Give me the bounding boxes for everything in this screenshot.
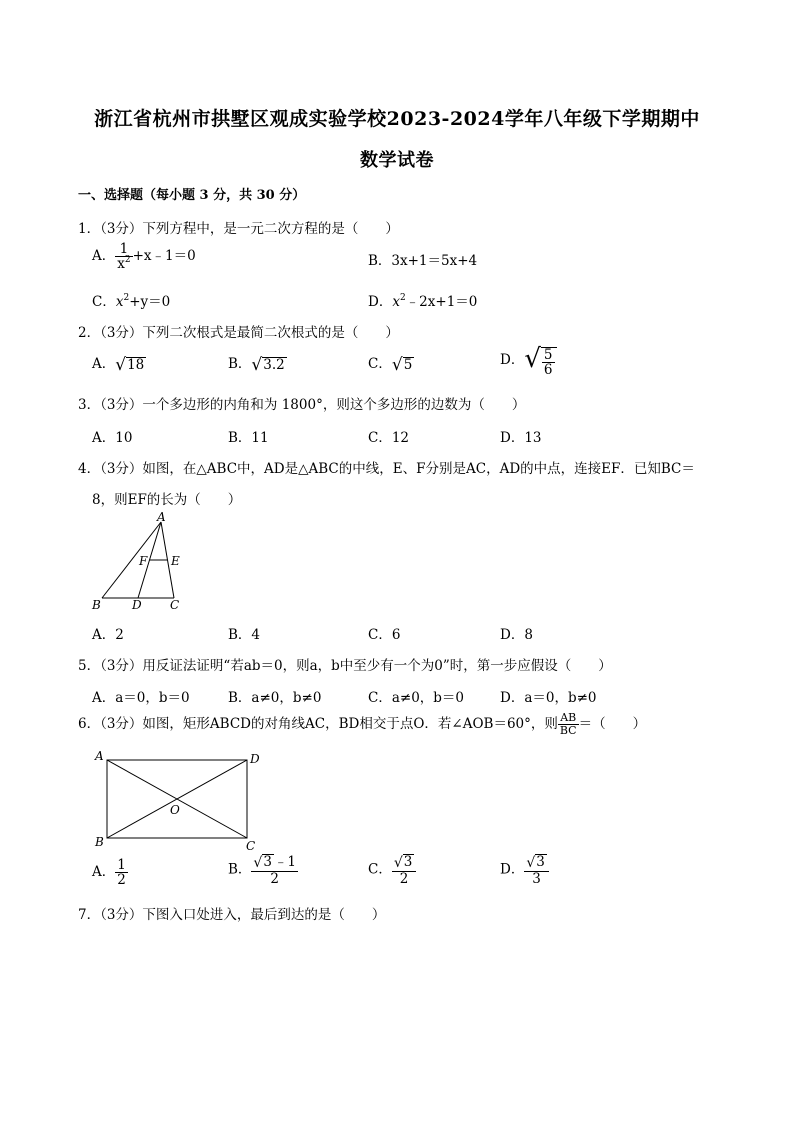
denominator: 3 — [532, 870, 541, 887]
option-letter: C． — [368, 861, 392, 878]
radicand: 3 — [263, 854, 272, 870]
question-4-option-a: A．2 — [92, 627, 124, 643]
question-1-option-a — [92, 242, 196, 271]
question-1-stem: 1．（3分）下列方程中，是一元二次方程的是（ ） — [78, 221, 399, 237]
question-5-option-c: C．a≠0，b＝0 — [368, 690, 465, 706]
question-3-stem: 3．（3分）一个多边形的内角和为 1800°，则这个多边形的边数为（ ） — [78, 397, 526, 413]
exponent: 2 — [123, 293, 130, 303]
fraction — [558, 712, 579, 736]
question-2-stem: 2．（3分）下列二次根式是最简二次根式的是（ ） — [78, 325, 399, 341]
square-root: √3.2 — [251, 354, 285, 375]
square-root: √5 — [391, 354, 413, 375]
option-letter: B． — [228, 356, 252, 372]
numerator: 1 — [117, 857, 126, 873]
exam-title: 浙江省杭州市拱墅区观成实验学校2023-2024学年八年级下学期期中 — [94, 108, 700, 130]
question-5-option-b: B．a≠0，b≠0 — [228, 690, 322, 706]
radicand: 5 — [403, 356, 413, 373]
square-root: √18 — [115, 354, 145, 375]
option-letter: C． — [368, 356, 392, 372]
triangle-figure — [88, 512, 198, 616]
question-7-stem: 7．（3分）下图入口处进入，最后到达的是（ ） — [78, 907, 386, 923]
section-heading: 一、选择题（每小题 3 分，共 30 分） — [78, 188, 306, 203]
question-4-option-b: B．4 — [228, 627, 261, 643]
radicand: 3 — [536, 854, 545, 870]
question-3-option-c: C．12 — [368, 430, 410, 446]
denominator: 2 — [270, 870, 280, 887]
label-d: D — [132, 598, 142, 612]
option-letter: A． — [92, 356, 116, 372]
label-f: F — [139, 554, 148, 568]
fraction — [115, 858, 128, 887]
question-5-option-a: A．a＝0，b＝0 — [92, 690, 190, 706]
question-6-option-c — [368, 854, 416, 886]
denominator: 6 — [543, 362, 553, 378]
label-a: A — [95, 749, 104, 763]
denominator: 2 — [117, 872, 126, 889]
fraction — [542, 348, 555, 377]
question-3-option-b: B．11 — [228, 430, 269, 446]
numerator-rest: ﹣1 — [273, 854, 297, 870]
label-a: A — [157, 512, 166, 524]
label-b: B — [92, 598, 101, 612]
label-d: D — [250, 752, 260, 766]
rectangle-figure — [90, 748, 270, 852]
square-root: √ $\frac{5}{6}$ — [524, 344, 556, 377]
fraction: $\frac{√3}{3}$ — [524, 854, 549, 886]
variable: x — [115, 294, 124, 310]
question-6-option-a — [92, 858, 128, 887]
exponent: 2 — [124, 255, 131, 266]
option-letter: B． — [228, 861, 252, 878]
question-4-option-c: C．6 — [368, 627, 401, 643]
option-letter: D． — [500, 861, 525, 878]
stem-text: 6．（3分）如图，矩形ABCD的对角线AC，BD相交于点O．若∠AOB＝60°，则 — [78, 716, 558, 732]
option-letter: D． — [368, 294, 393, 310]
option-text: ﹣2x+1＝0 — [405, 294, 478, 310]
question-3-option-a: A．10 — [92, 430, 133, 446]
label-c: C — [246, 839, 256, 852]
numerator: 1 — [115, 242, 132, 257]
question-6-option-d — [500, 854, 549, 886]
question-5-stem: 5．（3分）用反证法证明“若ab＝0，则a，b中至少有一个为0”时，第一步应假设（ ） — [78, 658, 612, 674]
question-2-option-c — [368, 352, 414, 375]
option-letter: C． — [92, 294, 116, 310]
question-2-option-a — [92, 352, 146, 375]
numerator: AB — [558, 712, 579, 725]
question-4-stem-line2: 8，则EF的长为（ ） — [92, 492, 242, 508]
question-2-option-d — [500, 344, 557, 377]
option-letter: A． — [92, 864, 116, 881]
radicand: 3.2 — [263, 356, 285, 373]
question-3-option-d: D．13 — [500, 430, 542, 446]
option-letter: A． — [92, 248, 116, 265]
question-6-stem — [78, 712, 646, 737]
numerator: 5 — [543, 346, 553, 363]
denominator: x — [117, 256, 125, 273]
option-text: +y＝0 — [129, 294, 171, 310]
fraction: $\frac{√3 ﹣1}{2}$ — [253, 854, 297, 887]
label-e: E — [171, 554, 180, 568]
stem-text: ＝（ ） — [578, 716, 647, 732]
question-2-option-b — [228, 352, 287, 375]
fraction: $\frac{√3}{2}$ — [392, 854, 417, 886]
question-4-option-d: D．8 — [500, 627, 533, 643]
question-4-stem-line1: 4．（3分）如图，在△ABC中，AD是△ABC的中线，E、F分别是AC，AD的中点，连接EF．已知BC＝ — [78, 461, 695, 477]
denominator: 2 — [399, 870, 409, 887]
option-letter: D． — [500, 352, 525, 369]
question-1-option-c — [92, 290, 170, 310]
question-1-option-b: B．3x+1＝5x+4 — [368, 253, 478, 269]
denominator: BC — [559, 724, 577, 737]
label-o: O — [170, 803, 180, 817]
exponent: 2 — [399, 293, 406, 303]
question-6-option-b — [228, 854, 298, 886]
radicand: 18 — [127, 356, 145, 373]
variable: x — [392, 294, 400, 310]
option-text: +x﹣1＝0 — [132, 248, 196, 265]
exam-subtitle: 数学试卷 — [360, 150, 434, 171]
radicand: 3 — [403, 854, 413, 870]
label-b: B — [95, 835, 104, 849]
question-5-option-d: D．a＝0，b≠0 — [500, 690, 597, 706]
question-1-option-d — [368, 290, 477, 310]
fraction — [115, 242, 132, 271]
label-c: C — [170, 598, 180, 612]
